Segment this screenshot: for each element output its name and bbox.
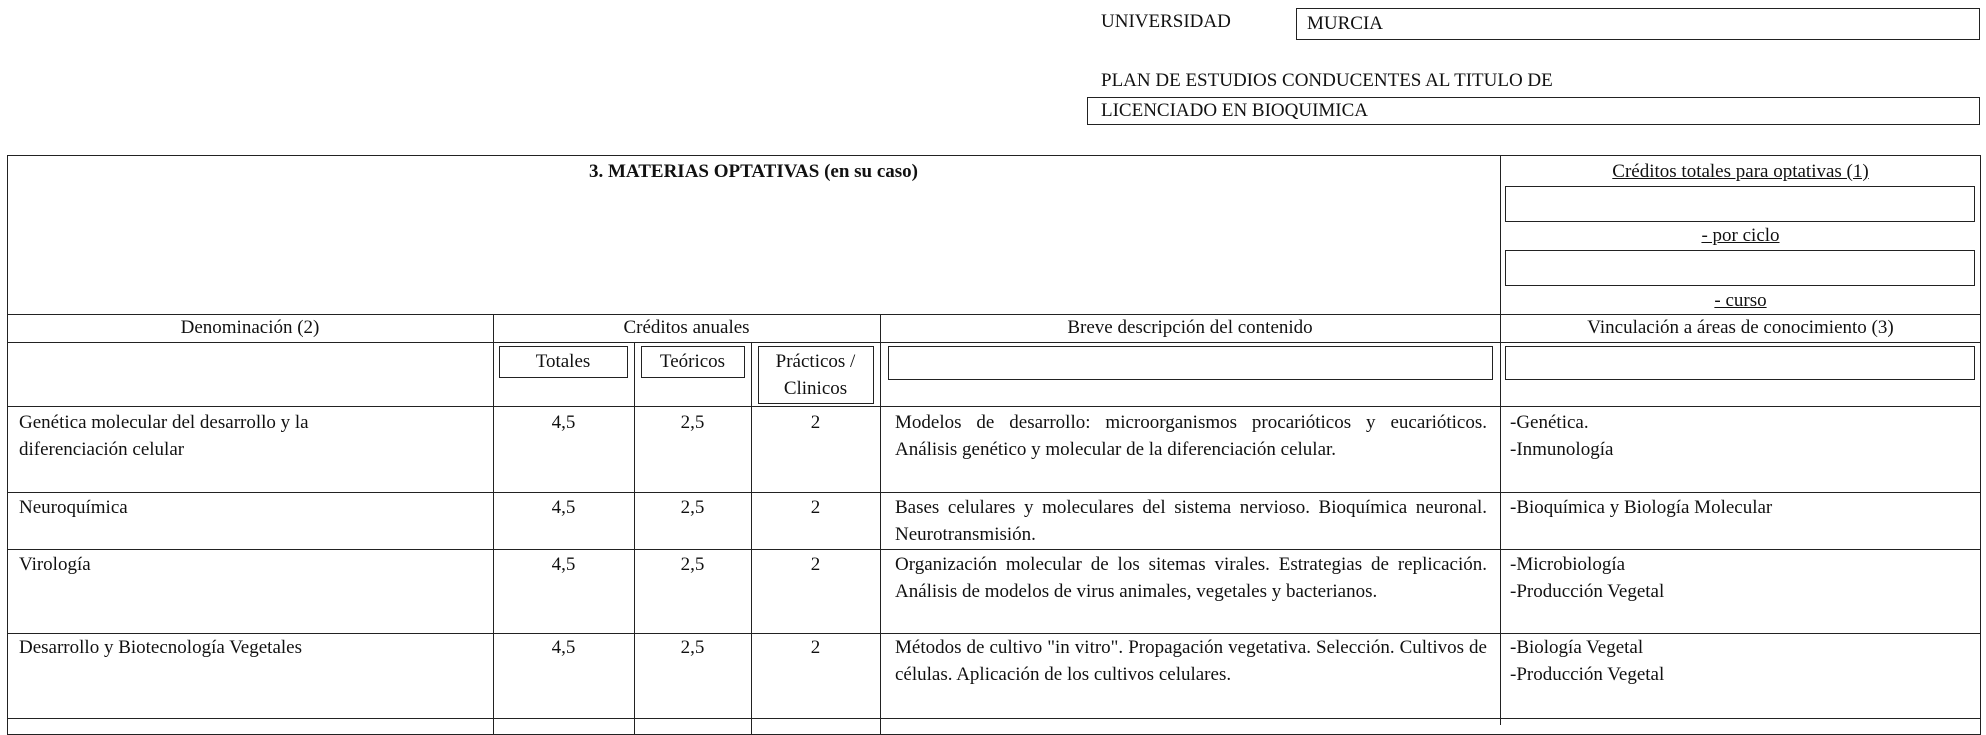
por-ciclo-field (1505, 250, 1975, 286)
col-divider-4 (880, 314, 881, 734)
row-area1: -Microbiología (1510, 554, 1626, 575)
header-practicos-line1: Prácticos / (775, 351, 856, 372)
row-name-line1: Desarrollo y Biotecnología Vegetales (19, 637, 302, 658)
header-descripcion: Breve descripción del contenido (1067, 317, 1313, 338)
row-area2: -Producción Vegetal (1510, 581, 1665, 602)
header-teoricos: Teóricos (659, 351, 726, 372)
universidad-label: UNIVERSIDAD (1101, 11, 1231, 32)
header-totales-box (499, 346, 628, 378)
row-description: Organización molecular de los sitemas virales. Estrategias de replicación. Análisis de modelos de virus animales, vegetales y bacterianos. (895, 554, 1487, 602)
section-title: 3. MATERIAS OPTATIVAS (en su caso) (588, 161, 919, 182)
row-line-1 (7, 492, 1981, 493)
header-totales: Totales (535, 351, 591, 372)
row-line-4 (7, 718, 1981, 719)
por-ciclo-label: - por ciclo (1701, 225, 1780, 246)
row-description: Bases celulares y moleculares del sistema nervioso. Bioquímica neuronal. Neurotransmisión. (895, 497, 1487, 545)
row-teoricos: 2,5 (680, 637, 705, 658)
row-name-line1: Genética molecular del desarrollo y la (19, 412, 309, 433)
curso-label: - curso (1714, 290, 1767, 311)
col-divider-2 (634, 342, 635, 734)
col-divider-1 (493, 314, 494, 734)
header-creditos-anuales: Créditos anuales (623, 317, 750, 338)
header-practicos-line2: Clinicos (783, 378, 848, 399)
row-practicos: 2 (810, 554, 821, 575)
header-descripcion-box (888, 346, 1493, 380)
row-area1: -Biología Vegetal (1510, 637, 1644, 658)
row-totales: 4,5 (551, 497, 576, 518)
row-teoricos: 2,5 (680, 554, 705, 575)
plan-label: PLAN DE ESTUDIOS CONDUCENTES AL TITULO DE (1101, 70, 1553, 91)
universidad-field (1296, 8, 1980, 40)
header-bottom-line (7, 406, 1981, 407)
row-practicos: 2 (810, 412, 821, 433)
header-denominacion: Denominación (2) (180, 317, 320, 338)
row-teoricos: 2,5 (680, 497, 705, 518)
row-description: Modelos de desarrollo: microorganismos procarióticos y eucarióticos. Análisis genético y molecular de la diferenciación celular. (895, 412, 1487, 460)
row-totales: 4,5 (551, 412, 576, 433)
row-name-line1: Neuroquímica (19, 497, 128, 518)
row-totales: 4,5 (551, 637, 576, 658)
header-teoricos-box (641, 346, 745, 378)
header-mid-line (7, 342, 1981, 343)
header-practicos-box (758, 346, 874, 404)
row-description: Métodos de cultivo "in vitro". Propagación vegetativa. Selección. Cultivos de células. Aplicación de los cultivos celulares. (895, 637, 1487, 685)
col-divider-3 (751, 342, 752, 734)
row-name-line2: diferenciación celular (19, 439, 185, 460)
row-area1: -Genética. (1510, 412, 1589, 433)
titulo-field (1087, 97, 1980, 125)
titulo-value: LICENCIADO EN BIOQUIMICA (1101, 100, 1369, 121)
header-vinculacion: Vinculación a áreas de conocimiento (3) (1587, 317, 1894, 338)
row-practicos: 2 (810, 637, 821, 658)
row-area2: -Producción Vegetal (1510, 664, 1665, 685)
row-name-line1: Virología (19, 554, 91, 575)
universidad-value: MURCIA (1307, 13, 1384, 34)
row-area1: -Bioquímica y Biología Molecular (1510, 497, 1773, 518)
header-vinculacion-box (1505, 346, 1975, 380)
row-line-2 (7, 549, 1981, 550)
creditos-totales-field (1505, 186, 1975, 222)
row-practicos: 2 (810, 497, 821, 518)
row-teoricos: 2,5 (680, 412, 705, 433)
creditos-totales-label: Créditos totales para optativas (1) (1612, 161, 1869, 182)
row-totales: 4,5 (551, 554, 576, 575)
row-area2: -Inmunología (1510, 439, 1614, 460)
